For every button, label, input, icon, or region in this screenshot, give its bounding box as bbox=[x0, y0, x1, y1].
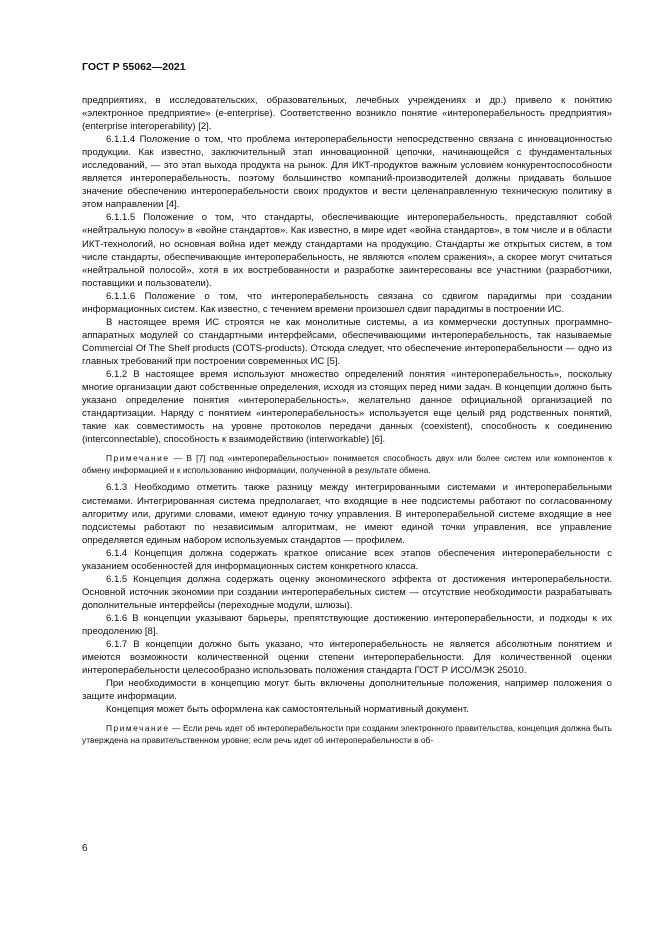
paragraph-6-1-7: 6.1.7 В концепции должно быть указано, что интероперабельность не является абсолютным понятием и имеются возможности количественной оценки степени интероперабельности. Для количественной оценки интероперабельности целесообразно использовать положения стандарта ГОСТ Р ИСО/МЭК 25010. bbox=[82, 639, 612, 677]
note-2-label: Примечание bbox=[106, 723, 170, 734]
note-2-text: — Если речь идет об интероперабельности при создании электронного правительства, концепция должна быть утверждена на правительственном уровне; если речь идет об интероперабельности в об- bbox=[82, 723, 612, 746]
paragraph-6-1-6: 6.1.6 В концепции указывают барьеры, препятствующие достижению интероперабельности, и подходы к их преодолению [8]. bbox=[82, 612, 612, 637]
paragraph-6-1-2: 6.1.2 В настоящее время используют множество определений понятия «интероперабельность», поскольку многие организации дают собственные определения, исходя из стоящих перед ними задач. В концепции должно быть указано определение понятия «интероперабельность», желательно данное официальной организацией по стандартизации. Наряду с понятием «интероперабельность» используется еще целый ряд родственных понятий, такие как совместимость на уровне протоколов передачи данных (coexistent), способность к соединению (interconnectable), способность к взаимодействию (interworkable) [6]. bbox=[82, 368, 612, 446]
paragraph-6-1-3: 6.1.3 Необходимо отметить также разницу между интегрированными системами и интероперабельными системами. Интегрированная система предполагает, что входящие в нее подсистемы работают по согласованному алгоритму или, другими словами, имеют единую точку управления. В интероперабельной системе входящие в нее подсистемы работают по независимым алгоритмам, не имеют единой точки управления, все управление определяется единым набором используемых стандартов — профилем. bbox=[82, 482, 612, 546]
paragraph-6-1-1-4: 6.1.1.4 Положение о том, что проблема интероперабельности непосредственно связана с инновационностью продукции. Как известно, заключительный этап инновационной цепочки, начинающейся с фундаментальных исследований, — это этап выхода продукта на рынок. Для ИКТ-продуктов важным условием конкурентоспособности является интероперабельность, поэтому большинство компаний-производителей должны придавать большое значение обеспечению интероперабельности своих продуктов и вести целенаправленную техническую политику в этом направлении [4]. bbox=[82, 134, 612, 211]
paragraph-6-1-1-6: 6.1.1.6 Положение о том, что интероперабельность связана со сдвигом парадигмы при создании информационных систем. Как известно, с течением времени произошел сдвиг парадигмы в построении ИС. bbox=[82, 290, 612, 315]
paragraph-continuation: предприятиях, в исследовательских, образовательных, лечебных учреждениях и др.) привело к понятию «электронное предприятие» (e-enterprise). Соответственно возникло понятие «интероперабельность предприятия» (enterprise interoperability) [2]. bbox=[82, 95, 612, 133]
note-1-label: Примечание bbox=[106, 453, 170, 464]
paragraph-6-1-4: 6.1.4 Концепция должна содержать краткое описание всех этапов обеспечения интероперабельности с указанием особенностей для информационных систем конкретного класса. bbox=[82, 547, 612, 572]
note-1-text: — В [7] под «интероперабельностью» понимается способность двух или более систем или компонентов к обмену информацией и к использованию информации, полученной в результате обмена. bbox=[82, 453, 612, 476]
paragraph-6-1-1-5: 6.1.1.5 Положение о том, что стандарты, обеспечивающие интероперабельность, представляют собой «нейтральную полосу» в «войне стандартов». Как известно, в мире идет «война стандартов», в том числе и в области ИКТ-технологий, но основная война идет между стандартами на продукцию. Стандарты же открытых систем, в том числе стандарты, обеспечивающие интероперабельность, не являются «полем сражения», а скорее могут считаться «нейтральной полосой», хотя в их востребованности и разработке заинтересованы все участники (разработчики, поставщики и пользователи). bbox=[82, 212, 612, 289]
paragraph-6-1-5: 6.1.5 Концепция должна содержать оценку экономического эффекта от достижения интероперабельности. Основной источник экономии при создании интероперабельных систем — отсутствие необходимости разрабатывать дополнительные интерфейсы (переходные модули, шлюзы). bbox=[82, 573, 612, 611]
note-1 bbox=[82, 452, 612, 476]
document-header: ГОСТ Р 55062—2021 bbox=[82, 61, 186, 73]
note-2 bbox=[82, 722, 612, 746]
paragraph-cots: В настоящее время ИС строятся не как монолитные системы, а из коммерчески доступных программно-аппаратных модулей со стандартными интерфейсами, обеспечивающими интероперабельность, так называемые Commercial Of The Shelf products (COTS-products). Отсюда следует, что обеспечение интероперабельности — одно из главных требований при построении современных ИС [5]. bbox=[82, 316, 612, 367]
paragraph-document-form: Концепция может быть оформлена как самостоятельный нормативный документ. bbox=[106, 704, 469, 716]
document-body bbox=[82, 94, 612, 751]
page-number: 6 bbox=[82, 843, 88, 854]
paragraph-additional: При необходимости в концепцию могут быть включены дополнительные положения, например положения о защите информации. bbox=[82, 678, 612, 703]
